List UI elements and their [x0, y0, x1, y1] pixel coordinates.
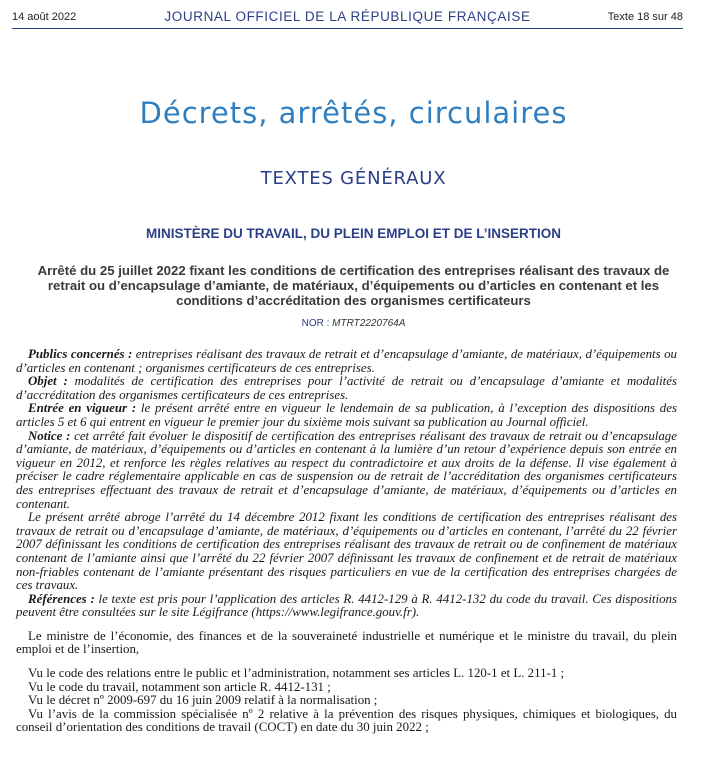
summary-label: Entrée en vigueur :: [28, 401, 137, 416]
summary-text: Le présent arrêté abroge l’arrêté du 14 décembre 2012 fixant les conditions de certification des entreprises réalisant des travaux de retrait ou d’encapsulage d’amiante, de matériaux, d’équipements ou d’articles en contenant, l’arrêté du 22 février 2007 définissant les conditions de certification des entreprises réalisant des travaux de retrait ou de confinement de matériaux contenant de l’amiante ainsi que l’arrêté du 22 février 2007 définissant les travaux de confinement et de retrait de matériaux non-friables contenant de l’amiante présentant des risques particuliers en vue de la certification des entreprises chargées de ces travaux.: [16, 510, 677, 593]
visa-paragraph: Vu le code des relations entre le public et l’administration, notamment ses articles L. 120-1 et L. 211-1 ;: [28, 666, 565, 681]
nor-reference: [0, 318, 707, 329]
summary-paragraph: [16, 402, 677, 429]
summary-text: modalités de certification des entreprises pour l’activité de retrait ou d’encapsulage d’amiante et modalités d’accréditation des organismes certificateurs de ces entreprises.: [16, 374, 677, 402]
summary-label: Publics concernés :: [28, 347, 133, 361]
visa-paragraph: Vu le décret nº 2009-697 du 16 juin 2009 relatif à la normalisation ;: [28, 693, 378, 708]
summary-paragraph: [16, 430, 677, 512]
visa-paragraph: Vu le code du travail, notamment son article R. 4412-131 ;: [28, 679, 331, 694]
summary-text: le présent arrêté entre en vigueur le lendemain de sa publication, à l’exception des dispositions des articles 5 et 6 qui entrent en vigueur le premier jour du sixième mois suivant sa publication au Journal officiel.: [16, 401, 677, 429]
summary-text: cet arrêté fait évoluer le dispositif de certification des entreprises réalisant des travaux de retrait ou d’encapsulage d’amiante, de matériaux, d’équipements ou d’articles en contenant à la lumière d’un retour d’expérience depuis son entrée en vigueur en 2012, et renforce les règles relatives au respect du contradictoire et aux droits de la défense. Il vise également à préciser le cadre réglementaire applicable en cas de suspension ou de retrait de l’accréditation des organismes certificateurs des entreprises effectuant des travaux de retrait et d’encapsulage d’amiante, de matériaux, d’équipements ou d’articles en contenant.: [16, 428, 677, 511]
arrete-title: Arrêté du 25 juillet 2022 fixant les conditions de certification des entreprises réalisant des travaux de retrait ou d’encapsulage d’amiante, de matériaux, d’équipements ou d’articles en contenant et les conditions d’accréditation des organismes certificateurs: [37, 263, 670, 308]
summary-paragraph: [16, 348, 677, 375]
page-header: [12, 8, 683, 29]
summary-text: le texte est pris pour l’application des articles R. 4412-129 à R. 4412-132 du code du travail. Ces dispositions peuvent être consultées sur le site Légifrance (https://www.legifrance.gouv.fr).: [16, 591, 677, 620]
nor-value: MTRT2220764A: [332, 318, 406, 329]
journal-title: JOURNAL OFFICIEL DE LA RÉPUBLIQUE FRANÇAISE: [164, 9, 531, 24]
text-counter: Texte 18 sur 48: [607, 11, 683, 23]
summary-paragraph: [16, 375, 677, 402]
summary-label: Références :: [28, 591, 95, 606]
summary-paragraph: [16, 511, 677, 593]
summary-text: entreprises réalisant des travaux de retrait et d’encapsulage d’amiante, de matériaux, d’équipements ou d’articles en contenant ; organismes certificateurs de ces entreprises.: [16, 347, 677, 375]
summary-label: Notice :: [28, 428, 71, 443]
preamble-paragraph: Le ministre de l’économie, des finances et de la souveraineté industrielle et numérique et le ministre du travail, du plein emploi et de l’insertion,: [16, 628, 677, 657]
document-body: [16, 348, 677, 735]
section-heading: TEXTES GÉNÉRAUX: [260, 168, 447, 189]
summary-paragraph: [16, 593, 677, 620]
summary-label: Objet :: [28, 374, 68, 389]
nor-label: NOR :: [301, 318, 330, 329]
page-title: Décrets, arrêtés, circulaires: [139, 96, 568, 130]
publication-date: 14 août 2022: [12, 11, 77, 23]
ministry-heading: MINISTÈRE DU TRAVAIL, DU PLEIN EMPLOI ET DE L’INSERTION: [145, 226, 562, 241]
visa-paragraph: Vu l’avis de la commission spécialisée nº 2 relative à la prévention des risques physiques, chimiques et biologiques, du conseil d’orientation des conditions de travail (COCT) en date du 30 juin 2022 ;: [16, 706, 677, 735]
